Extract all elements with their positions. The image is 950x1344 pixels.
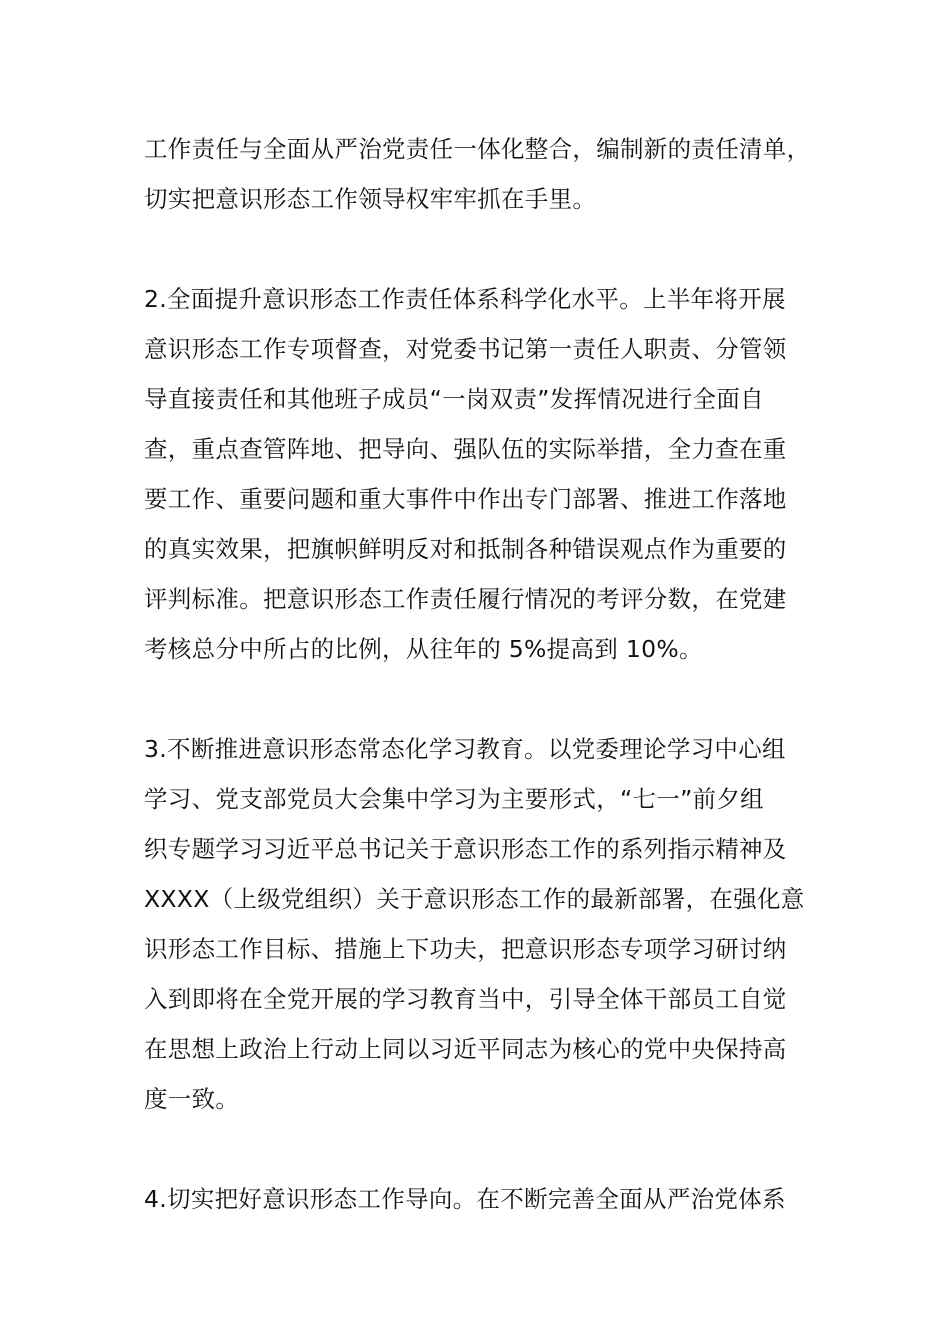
paragraph-item-4: [144, 1174, 824, 1224]
text-line: 工作责任与全面从严治党责任一体化整合，编制新的责任清单，: [144, 135, 811, 163]
text-line: 意识形态工作专项督查，对党委书记第一责任人职责、分管领: [144, 335, 787, 363]
text-line: 切实把意识形态工作领导权牢牢抓在手里。: [144, 185, 597, 213]
text-line: 识形态工作目标、措施上下功夫，把意识形态专项学习研讨纳: [144, 935, 787, 963]
text-line: 查，重点查管阵地、把导向、强队伍的实际举措，全力查在重: [144, 435, 787, 463]
paragraph-item-2: [144, 274, 824, 674]
text-line: 导直接责任和其他班子成员“一岗双责”发挥情况进行全面自: [144, 385, 764, 413]
text-line: XXXX（上级党组织）关于意识形态工作的最新部署，在强化意: [144, 885, 805, 913]
text-line: 4.切实把好意识形态工作导向。在不断完善全面从严治党体系: [144, 1185, 786, 1213]
paragraph-item-3: [144, 724, 824, 1124]
text-line: 学习、党支部党员大会集中学习为主要形式，“七一”前夕组: [144, 785, 764, 813]
text-line: 度一致。: [144, 1085, 240, 1113]
text-line: 织专题学习习近平总书记关于意识形态工作的系列指示精神及: [144, 835, 787, 863]
text-line: 要工作、重要问题和重大事件中作出专门部署、推进工作落地: [144, 485, 787, 513]
text-line: 3.不断推进意识形态常态化学习教育。以党委理论学习中心组: [144, 735, 786, 763]
text-line: 2.全面提升意识形态工作责任体系科学化水平。上半年将开展: [144, 285, 786, 313]
text-line: 入到即将在全党开展的学习教育当中，引导全体干部员工自觉: [144, 985, 787, 1013]
text-line: 的真实效果，把旗帜鲜明反对和抵制各种错误观点作为重要的: [144, 535, 787, 563]
text-line: 在思想上政治上行动上同以习近平同志为核心的党中央保持高: [144, 1035, 787, 1063]
text-line: 考核总分中所占的比例，从往年的 5%提高到 10%。: [144, 635, 703, 663]
text-line: 评判标准。把意识形态工作责任履行情况的考评分数，在党建: [144, 585, 787, 613]
paragraph-continuation: [144, 124, 824, 224]
